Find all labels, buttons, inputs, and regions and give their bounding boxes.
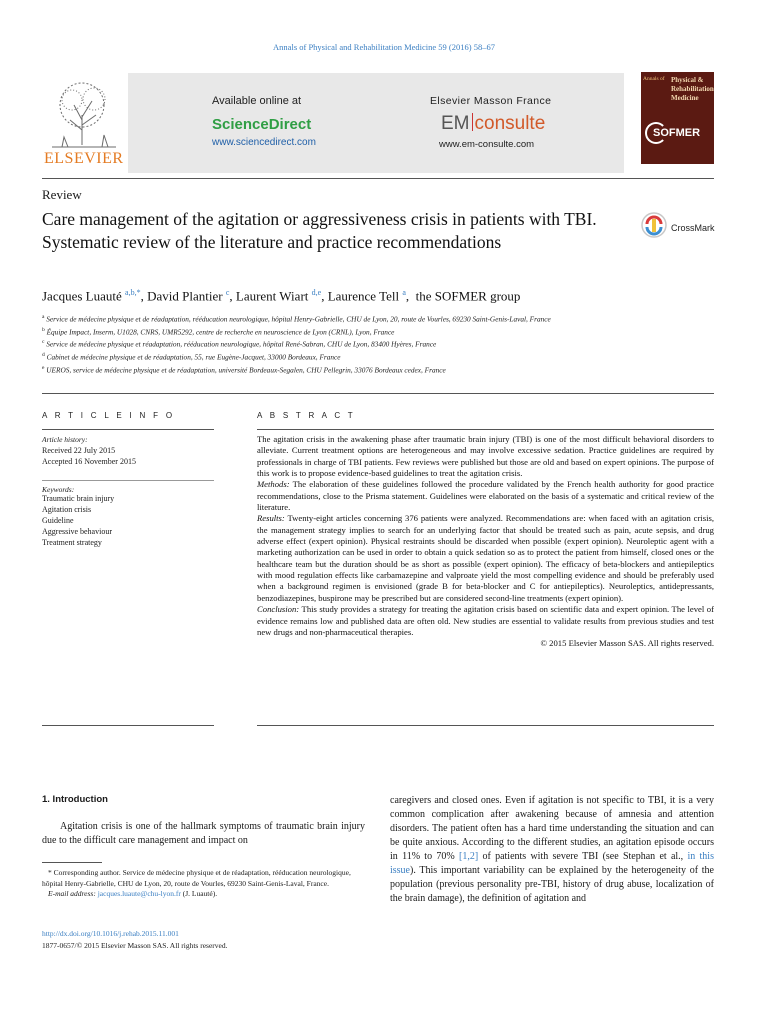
affiliation-sup: b bbox=[42, 326, 45, 333]
affiliation-text: Service de médecine physique et réadaptation, rééducation neurologique, hôpital René-Sabran, CHU de Lyon, 83400 Hyères, France bbox=[46, 339, 437, 349]
abstract-intro: The agitation crisis in the awakening phase after traumatic brain injury (TBI) is one of the most difficult behavioral disorders to alleviate. Current treatment options are heterogeneous and may involve excessive sedation. Practice guidelines are required by professionals in charge of TBI patients. Few reviews were published but those are old and based on expert opinions. The purpose of this work is to propose evidence-based guidelines to treat the agitation crisis. bbox=[257, 434, 714, 479]
author-list: Jacques Luauté $^{a,b,*}$, David Plantier $^c$, Laurent Wiart $^{d,e}$, Laurence Tell $^a$, the SOFMER group bbox=[42, 288, 521, 304]
abstract-heading: A B S T R A C T bbox=[257, 411, 356, 420]
affiliation-item bbox=[42, 350, 714, 363]
intro-text: caregivers and closed ones. Even if agitation is not specific to TBI, it is a very common complication after awakening because of amnesia and attention disorders. The patient often has a hard time understanding the situation and can be quite anxious. According to the different studies, an agitation episode occurs in 11% to 70% bbox=[390, 795, 714, 862]
em-logo-divider bbox=[472, 113, 473, 131]
affiliation-text: Équipe Impact, Inserm, U1028, CNRS, UMR5292, centre de recherche en neuroscience de Lyon (CRNL), Lyon, France bbox=[46, 327, 395, 337]
publisher-label: Elsevier Masson France bbox=[430, 95, 552, 107]
keyword-item: Guideline bbox=[42, 516, 74, 525]
footnote-rule bbox=[42, 862, 102, 863]
email-line bbox=[42, 889, 365, 900]
abstract-body bbox=[257, 434, 714, 650]
em-consulte-logo[interactable] bbox=[441, 113, 545, 135]
results-text: Twenty-eight articles concerning 376 patients were analyzed. Recommendations are: when faced with an agitation crisis, the management strategy implies to search for an underlying factor that should be treated such as pain, acute sepsis, and drug adverse effect (expert opinion). Physical restraints should be discarded when possible (expert opinion). Neuroleptic agent with a marketing authorization can be used in order to obtain a quick sedation so as to protect the patient from himself, closed ones or the healthcare team but the duration should be as short as possible (expert opinion). The efficacy of beta-blockers and antiepileptics with mood regulation effects like carbamazepine and valproate yield the most compelling evidence and should be preferably used when a background regimen is envisioned (grade B for beta-blocker and C for antiepileptics). Neuroleptics, antidepressants, benzodiazepines, buspirone may be prescribed but are considered second-line treatments (expert opinion). bbox=[257, 513, 714, 603]
intro-text: ). This important variability can be explained by the heterogeneity of the population (previous personality pre-TBI, history of drug abuse, localization of the brain damage), the definition of agitation and bbox=[390, 865, 714, 904]
cover-journal-prefix: Annals of bbox=[643, 76, 665, 82]
journal-cover-thumbnail[interactable] bbox=[641, 72, 714, 164]
sciencedirect-logo[interactable]: ScienceDirect bbox=[212, 116, 312, 133]
accepted-date: Accepted 16 November 2015 bbox=[42, 457, 136, 466]
abstract-rule bbox=[257, 429, 714, 430]
in-this-issue-link[interactable]: in this issue bbox=[390, 851, 714, 876]
affiliation-sup: d bbox=[42, 352, 45, 359]
author-affil-sup[interactable]: d,e bbox=[311, 288, 322, 297]
author-affil-sup[interactable]: a,b,* bbox=[125, 288, 141, 297]
keyword-item: Aggressive behaviour bbox=[42, 527, 112, 536]
issn-copyright: 1877-0657/© 2015 Elsevier Masson SAS. All rights reserved. bbox=[42, 941, 228, 950]
keywords-label: Keywords: bbox=[42, 485, 75, 494]
affiliation-text: Cabinet de médecine physique et de réadaptation, 55, rue Eugène-Jacquet, 33000 Bordeaux, France bbox=[46, 352, 341, 362]
affiliation-item bbox=[42, 312, 714, 325]
affiliation-sup: e bbox=[42, 364, 45, 371]
author-name: Laurence Tell bbox=[327, 288, 400, 304]
article-title: Care management of the agitation or aggressiveness crisis in patients with TBI. Systematic review of the literature and practice recommendations bbox=[42, 209, 597, 252]
keyword-item: Treatment strategy bbox=[42, 538, 102, 547]
affiliation-list bbox=[42, 312, 714, 376]
article-info-bottom-rule bbox=[42, 725, 214, 726]
received-date: Received 22 July 2015 bbox=[42, 446, 116, 455]
crossmark-icon[interactable] bbox=[641, 212, 667, 238]
email-suffix: (J. Luauté). bbox=[180, 889, 218, 898]
abstract-conclusion bbox=[257, 604, 714, 638]
corresponding-author-text: * Corresponding author. Service de médecine physique et de réadaptation, rééducation neurologique, hôpital Henry-Gabrielle, CHU de Lyon, 20, route de Vourles, 69230 Saint-Genis-Laval, France. bbox=[42, 868, 351, 888]
affiliation-sup: a bbox=[42, 314, 45, 320]
methods-text: The elaboration of these guidelines followed the procedure validated by the French health authority for good practice recommendations, close to the Prisma statement. Guidelines were elaborated on the basis of a systematic and critical review of the literature. bbox=[257, 479, 714, 513]
section-divider bbox=[42, 393, 714, 394]
abstract-results bbox=[257, 513, 714, 604]
section-heading: 1. Introduction bbox=[42, 794, 108, 805]
article-history-label: Article history: bbox=[42, 435, 88, 444]
author-affil-sup[interactable]: c bbox=[225, 288, 230, 297]
sciencedirect-url[interactable]: www.sciencedirect.com bbox=[212, 137, 316, 148]
author-name: the SOFMER group bbox=[415, 288, 521, 304]
results-label: Results: bbox=[257, 513, 285, 524]
affiliation-text: Service de médecine physique et de réadaptation, rééducation neurologique, hôpital Henry-Gabrielle, CHU de Lyon, 20, route de Vourles, 69230 Saint-Genis-Laval, France bbox=[46, 314, 551, 324]
conclusion-text: This study provides a strategy for treating the agitation crisis based on scientific data and expert opinion. The level of evidence remains low and published data are often old. New studies are essential to validate results from previous studies and test new drugs and non-pharmaceutical therapies. bbox=[257, 604, 714, 637]
doi-link[interactable]: http://dx.doi.org/10.1016/j.rehab.2015.11.001 bbox=[42, 929, 179, 938]
em-consulte-url[interactable]: www.em-consulte.com bbox=[439, 139, 535, 150]
cover-title bbox=[671, 76, 714, 103]
cover-title-line: Physical & bbox=[671, 76, 704, 84]
em-logo-em: EM bbox=[441, 113, 470, 134]
author-name: David Plantier bbox=[147, 288, 223, 304]
header-divider bbox=[42, 178, 714, 179]
cover-title-line: Rehabilitation bbox=[671, 85, 714, 93]
abstract-bottom-rule bbox=[257, 725, 714, 726]
article-info-rule bbox=[42, 429, 214, 430]
intro-paragraph-right bbox=[390, 794, 714, 906]
article-info-rule bbox=[42, 480, 214, 481]
email-link[interactable]: jacques.luaute@chu-lyon.fr bbox=[97, 889, 181, 898]
affiliation-item bbox=[42, 337, 714, 350]
reference-link[interactable]: [1,2] bbox=[459, 851, 479, 862]
intro-paragraph-left: Agitation crisis is one of the hallmark symptoms of traumatic brain injury due to the difficult care management and impact on bbox=[42, 821, 365, 846]
conclusion-label: Conclusion: bbox=[257, 604, 300, 615]
abstract-copyright: © 2015 Elsevier Masson SAS. All rights reserved. bbox=[540, 638, 714, 649]
email-label: E-mail address: bbox=[48, 889, 96, 898]
abstract-methods bbox=[257, 479, 714, 513]
header-band bbox=[128, 73, 624, 173]
author-affil-sup[interactable]: a bbox=[402, 288, 406, 297]
cover-brand: SOFMER bbox=[653, 127, 701, 139]
keyword-item: Traumatic brain injury bbox=[42, 494, 115, 503]
author-name: Laurent Wiart bbox=[235, 288, 309, 304]
corresponding-author-footnote bbox=[42, 868, 365, 900]
available-online-label: Available online at bbox=[212, 95, 302, 107]
crossmark-label[interactable]: CrossMark bbox=[671, 223, 715, 233]
elsevier-wordmark: ELSEVIER bbox=[44, 150, 124, 167]
affiliation-item bbox=[42, 363, 714, 376]
cover-title-line: Medicine bbox=[671, 94, 699, 102]
article-type: Review bbox=[42, 187, 82, 202]
methods-label: Methods: bbox=[257, 479, 290, 490]
em-logo-consulte: consulte bbox=[474, 113, 546, 134]
affiliation-text: UEROS, service de médecine physique et de réadaptation, université Bordeaux-Segalen, CHU Pellegrin, 33076 Bordeaux cedex, France bbox=[46, 365, 446, 375]
affiliation-item bbox=[42, 325, 714, 338]
keyword-item: Agitation crisis bbox=[42, 505, 92, 514]
article-info-heading: A R T I C L E I N F O bbox=[42, 411, 175, 420]
affiliation-sup: c bbox=[42, 339, 45, 346]
author-name: Jacques Luauté bbox=[42, 288, 122, 304]
intro-text: of patients with severe TBI (see Stephan et al., bbox=[478, 851, 688, 862]
journal-citation[interactable]: Annals of Physical and Rehabilitation Medicine 59 (2016) 58–67 bbox=[273, 42, 495, 52]
